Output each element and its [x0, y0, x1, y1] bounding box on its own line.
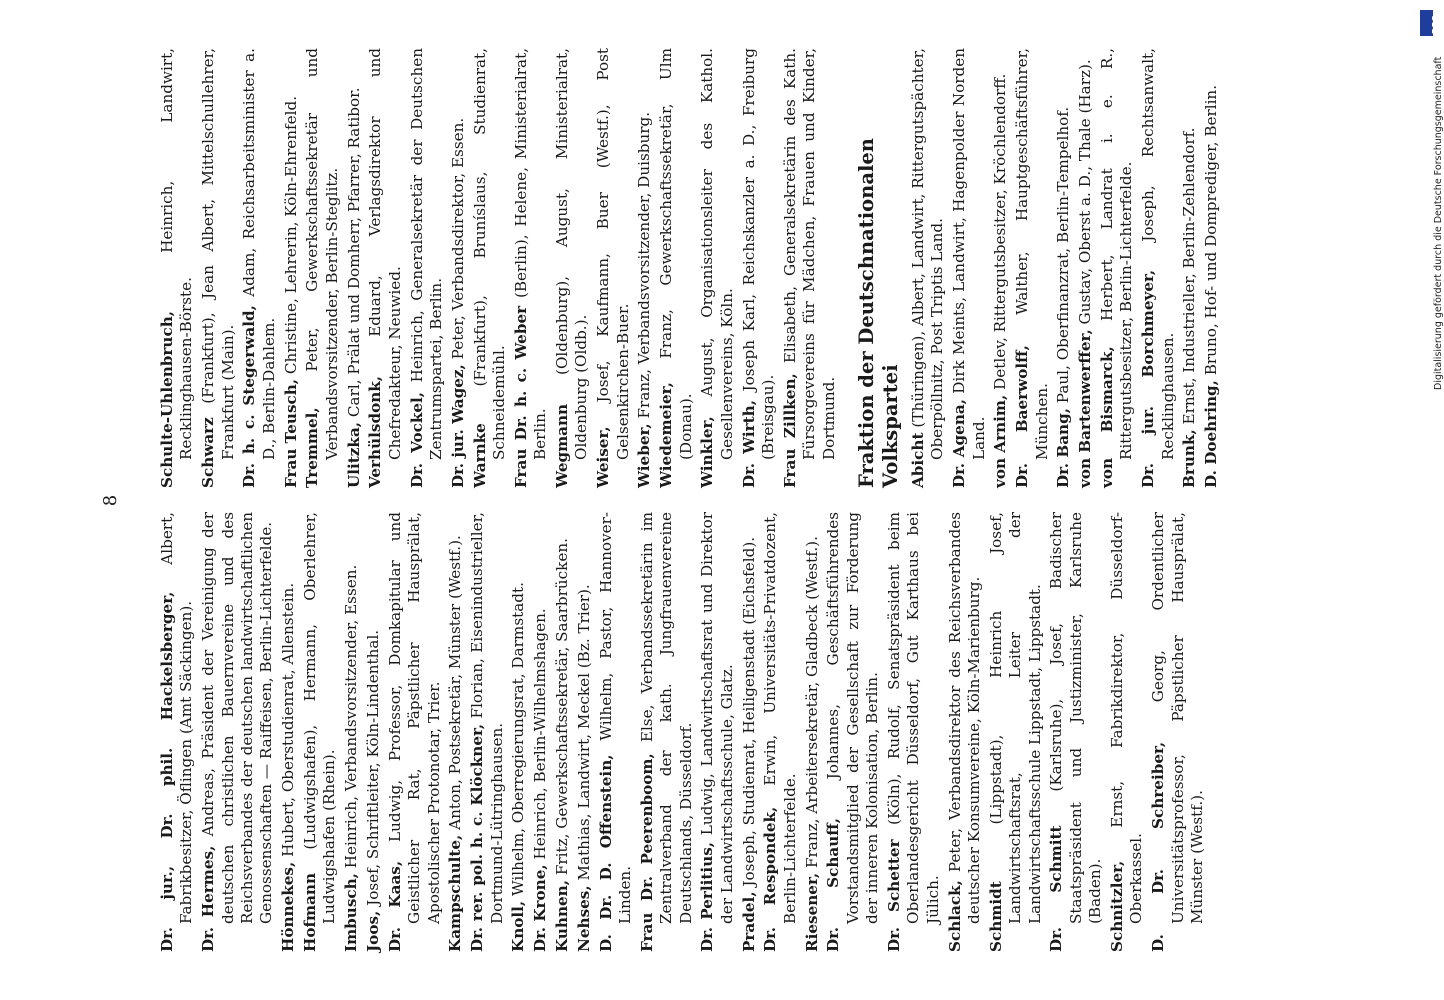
member-details: Detlev, Rittergutsbesitzer, Kröchlendorff.	[991, 73, 1010, 395]
member-name: von Bartenwerffer,	[1076, 329, 1095, 488]
book-page	[100, 40, 1390, 960]
member-name: Pradel,	[739, 891, 758, 952]
member-name: Schnitzler,	[1108, 860, 1127, 952]
member-details: Eduard, Verlagsdirektor und Chefredakteur, Neuwied.	[366, 48, 404, 460]
member-entry	[446, 512, 465, 952]
member-name: Hönnekes,	[279, 861, 298, 952]
member-name: Tremmel,	[303, 407, 322, 488]
member-details: Dirk Meints, Landwirt, Hagenpolder Norden Land.	[950, 48, 988, 460]
member-name: Warnke	[470, 423, 489, 488]
member-details: August, Organisationsleiter des Kathol. Gesellenvereins, Köln.	[698, 48, 736, 460]
member-name: Riesener,	[802, 872, 821, 952]
member-details: Erwin, Universitäts-Privatdozent, Berlin-Lichterfelde.	[761, 512, 799, 924]
member-name: Abicht	[909, 432, 928, 488]
member-entry	[1013, 48, 1052, 488]
member-entry	[553, 512, 572, 952]
member-details: Ludwig, Professor, Domkapitular und Geistlicher Rat, Päpstlicher Hausprälat, Apostolischer Protonotar, Trier.	[385, 512, 443, 924]
member-name: Hofmann	[301, 872, 320, 952]
member-entry	[158, 512, 197, 952]
member-name: Frau Dr. Peerenboom,	[637, 753, 656, 952]
member-details: Heinrich, Landwirt, Recklinghausen-Börste.	[158, 48, 196, 460]
member-name: Dr. Respondek,	[761, 806, 780, 952]
member-name: Dr. Bang,	[1054, 408, 1073, 488]
member-details: Hubert, Oberstudienrat, Allenstein.	[279, 582, 298, 862]
member-name: Dr. jur. Borchmeyer,	[1139, 269, 1158, 488]
member-entry	[803, 512, 822, 952]
member-name: von Bismarck,	[1098, 346, 1117, 488]
member-entry	[303, 48, 342, 488]
member-name: Dr. Hermes,	[199, 845, 218, 952]
member-entry	[282, 48, 301, 488]
member-entry	[635, 48, 654, 488]
member-entry	[950, 48, 989, 488]
member-details: Josef, Schriftleiter, Köln-Lindenthal.	[364, 629, 383, 911]
member-entry	[345, 48, 364, 488]
member-details: (Karlsruhe), Josef, Badischer Staatspräsident und Justizminister, Karlsruhe (Baden).	[1047, 512, 1105, 924]
member-entry	[575, 512, 594, 952]
member-details: (Köln), Rudolf, Senatspräsident beim Oberlandesgericht Düsseldorf, Gut Karthaus bei Jülich.	[885, 511, 942, 924]
member-name: Winkler,	[698, 416, 717, 488]
member-details: (Frankfurt), Bruníslaus, Studienrat, Schneidemühl.	[470, 48, 509, 460]
member-name: Frau Zillken,	[780, 373, 799, 488]
member-name: D. Dr. Schreiber,	[1149, 741, 1168, 952]
member-entry	[301, 512, 340, 952]
member-details: Franz, Arbeitersekretär, Gladbeck (Westf.).	[802, 536, 821, 873]
member-entry	[1076, 48, 1095, 488]
member-name: Dr. Vockel,	[407, 391, 426, 488]
member-details: (Frankfurt), Jean Albert, Mittelschullehrer, Frankfurt (Main).	[199, 48, 237, 460]
member-details: Paul, Oberfinanzrat, Berlin-Tempelhof.	[1054, 106, 1073, 409]
member-details: (Oldenburg), August, Ministerialrat, Oldenburg (Oldb.).	[553, 48, 591, 460]
member-details: Heinrich, Berlin-Wilhelmshagen.	[531, 608, 550, 865]
member-details: Andreas, Präsident der Vereinigung der deutschen christlichen Bauernvereine und des Reichsverbandes der deutschen landwirtschaftlichen Genossenschaften — Raiffeisen, Berlin-Lichterfelde.	[199, 512, 276, 924]
member-details: Heinrich, Generalsekretär der Deutschen Zentrumspartei, Berlin.	[407, 48, 446, 460]
member-name: Schwarz	[199, 417, 218, 488]
member-details: (Thüringen), Albert, Landwirt, Rittergutspächter, Oberpöllnitz, Post Triptis Land.	[909, 48, 947, 460]
member-details: (Ludwigshafen), Hermann, Oberlehrer, Ludwigshafen (Rhein).	[301, 512, 339, 924]
member-details: Wilhelm, Pastor, Hannover-Linden.	[596, 512, 635, 924]
member-details: Fritz, Gewerkschaftssekretär, Saarbrücken.	[553, 538, 572, 880]
member-name: Schlack,	[945, 880, 964, 952]
member-details: Josef, Kaufmann, Buer (Westf.), Post Gelsenkirchen-Buer.	[594, 48, 632, 460]
member-entry	[824, 512, 882, 952]
member-name: Schulte-Uhlenbruch,	[158, 310, 176, 488]
member-name: Kampschulte,	[446, 834, 465, 952]
member-details: Anton, Postsekretär, Münster (Westf.).	[446, 535, 465, 835]
member-name: Dr. rer. pol. h. c. Klöckner,	[468, 723, 487, 952]
member-details: Joseph Karl, Reichskanzler a. D., Freiburg (Breisgau).	[739, 48, 778, 460]
member-entry	[946, 512, 985, 952]
member-details: Peter, Gewerkschaftssekretär und Verbandsvorsitzender, Berlin-Steglitz.	[303, 48, 341, 460]
member-entry	[366, 48, 405, 488]
member-name: Dr. Krone,	[531, 864, 550, 952]
member-entry	[512, 48, 551, 488]
member-name: von Arnim,	[991, 394, 1010, 488]
member-details: Ludwig, Landwirtschaftsrat und Direktor der Landwirtschaftsschule, Glatz.	[698, 511, 736, 924]
member-entry	[740, 48, 779, 488]
member-name: Dr. Perlitius,	[698, 841, 717, 952]
member-name: Dr. jur. Wagez,	[448, 364, 467, 488]
member-entry	[1149, 512, 1207, 952]
member-details: Carl, Prälat und Domherr, Pfarrer, Ratibor.	[344, 87, 363, 422]
member-details: (Berlin), Helene, Ministerialrat, Berlin.	[511, 47, 550, 460]
member-details: Georg, Ordentlicher Universitätsprofessor, Päpstlicher Hausprälat, Münster (Westf.).	[1149, 512, 1207, 924]
member-name: Wiedemeier,	[657, 382, 676, 488]
member-entry	[509, 512, 528, 952]
member-details: Florian, Eisenindustrieller, Dortmund-Lütringhausen.	[468, 512, 506, 924]
member-name: Wegmann	[553, 403, 572, 488]
member-entry	[364, 512, 383, 952]
member-name: Dr. jur., Dr. phil. Hackelsberger,	[158, 591, 176, 952]
member-name: Weiser,	[594, 426, 613, 488]
member-entry	[698, 512, 737, 952]
section-heading: Fraktion der Deutschnationalen Volkspartei	[855, 138, 903, 488]
member-entry	[342, 512, 361, 952]
member-entry	[761, 512, 800, 952]
member-entry	[1202, 48, 1221, 488]
member-details: Joseph, Rechtsanwalt, Recklinghausen.	[1139, 48, 1177, 460]
member-name: Ulitzka,	[344, 421, 363, 488]
member-name: Dr. h. c. Stegerwald,	[240, 305, 259, 488]
member-details: Wilhelm, Oberregierungsrat, Darmstadt.	[509, 582, 528, 901]
member-entry	[1180, 48, 1199, 488]
member-entry	[408, 48, 447, 488]
member-details: Albert, Fabrikbesitzer, Öflingen (Amt Säckingen).	[158, 512, 196, 924]
member-entry	[199, 48, 238, 488]
member-details: Johannes, Geschäftsführendes Vorstandsmitglied der Gesellschaft zur Förderung der inneren Kolonisation, Berlin.	[824, 511, 882, 924]
member-entry	[158, 48, 197, 488]
credit-text: Digitalisierung gefördert durch die Deutsche Forschungsgemeinschaft	[1433, 56, 1444, 390]
member-details: Christine, Lehrerin, Köln-Ehrenfeld.	[281, 95, 300, 379]
member-details: Peter, Verbandsdirektor, Essen.	[448, 117, 467, 365]
member-entry	[781, 48, 839, 488]
member-entry	[1098, 48, 1137, 488]
member-entry	[698, 48, 737, 488]
dfg-logo	[1420, 10, 1440, 36]
member-details: Bruno, Hof- und Domprediger, Berlin.	[1202, 84, 1221, 381]
member-name: Dr. Baerwolff,	[1013, 345, 1032, 488]
member-details: Elisabeth, Generalsekretärin des Kath. Fürsorgevereins für Mädchen, Frauen und Kinder, Dortmund.	[780, 48, 838, 460]
member-entry	[740, 512, 759, 952]
member-entry	[240, 48, 279, 488]
page-number: 8	[100, 493, 121, 507]
member-name: Frau Dr. h. c. Weber	[511, 305, 530, 488]
member-name: Dr. Schauff,	[824, 817, 843, 952]
member-entry	[386, 512, 444, 952]
member-name: Kuhnen,	[553, 880, 572, 952]
member-details: Herbert, Landrat i. e. R., Rittergutsbesitzer, Berlin-Lichterfelde.	[1098, 48, 1136, 460]
member-name: Nehses,	[574, 885, 593, 952]
member-details: Joseph, Studienrat, Heiligenstadt (Eichsfeld).	[739, 536, 758, 892]
member-name: Dr. Schetter	[885, 839, 904, 952]
member-details: Franz, Verbandsvorsitzender, Duisburg.	[635, 111, 654, 424]
member-details: Else, Verbandssekretärin im Zentralverband der kath. Jungfrauenvereine Deutschlands, Düsseldorf.	[637, 512, 695, 924]
member-entry	[991, 48, 1010, 488]
member-name: Dr. Schmitt	[1047, 825, 1066, 952]
member-name: Imbusch,	[342, 873, 361, 952]
member-entry	[1139, 48, 1178, 488]
member-name: D. Doehring,	[1202, 380, 1221, 488]
member-name: Wieber,	[635, 423, 654, 488]
member-name: Dr. Wirth,	[739, 400, 758, 488]
member-name: Frau Teusch,	[281, 378, 300, 488]
member-details: Heinrich, Verbandsvorsitzender, Essen.	[342, 564, 361, 874]
member-entry	[987, 512, 1045, 952]
member-entry	[471, 48, 510, 488]
member-name: D. Dr. D. Offenstein,	[596, 754, 615, 952]
member-entry	[594, 48, 633, 488]
member-name: Dr. Agena,	[950, 398, 969, 488]
member-entry	[885, 512, 943, 952]
member-details: Walther, Hauptgeschäftsführer, München.	[1013, 48, 1051, 460]
member-entry	[468, 512, 507, 952]
member-details: Ernst, Fabrikdirektor, Düsseldorf-Oberkassel.	[1108, 512, 1146, 924]
member-details: Mathias, Landwirt, Meckel (Bz. Trier).	[574, 584, 593, 886]
member-entry	[1108, 512, 1147, 952]
member-details: Adam, Reichsarbeitsminister a. D., Berlin-Dahlem.	[240, 48, 278, 460]
dfg-logo-text: DFG	[1431, 15, 1440, 34]
member-entry	[597, 512, 636, 952]
member-entry	[553, 48, 592, 488]
member-details: Peter, Verbandsdirektor des Reichsverbandes deutscher Konsumvereine, Köln-Marienburg.	[945, 512, 984, 924]
member-entry	[531, 512, 550, 952]
member-details: (Lippstadt), Heinrich Josef, Landwirtschaftsrat, Leiter der Landwirtschaftsschule Lippstadt, Lippstadt.	[986, 512, 1044, 924]
member-name: Joos,	[364, 910, 383, 952]
left-column	[158, 512, 1210, 952]
member-entry	[449, 48, 468, 488]
member-name: Brunk,	[1180, 429, 1199, 488]
member-entry	[279, 512, 298, 952]
member-entry	[199, 512, 277, 952]
member-name: Knoll,	[509, 900, 528, 952]
member-name: Verhülsdonk,	[366, 375, 385, 488]
member-entry	[909, 48, 948, 488]
member-details: Gustav, Oberst a. D., Thale (Harz).	[1076, 59, 1095, 330]
member-entry	[1054, 48, 1073, 488]
member-name: Schmidt	[986, 881, 1005, 952]
member-name: Dr. Kaas,	[385, 860, 404, 952]
member-entry	[1047, 512, 1105, 952]
right-column	[158, 48, 1224, 488]
member-details: Ernst, Industrieller, Berlin-Zehlendorf.	[1180, 127, 1199, 430]
member-entry	[638, 512, 696, 952]
member-details: Franz, Gewerkschaftssekretär, Ulm (Donau).	[657, 48, 695, 460]
member-entry	[657, 48, 696, 488]
